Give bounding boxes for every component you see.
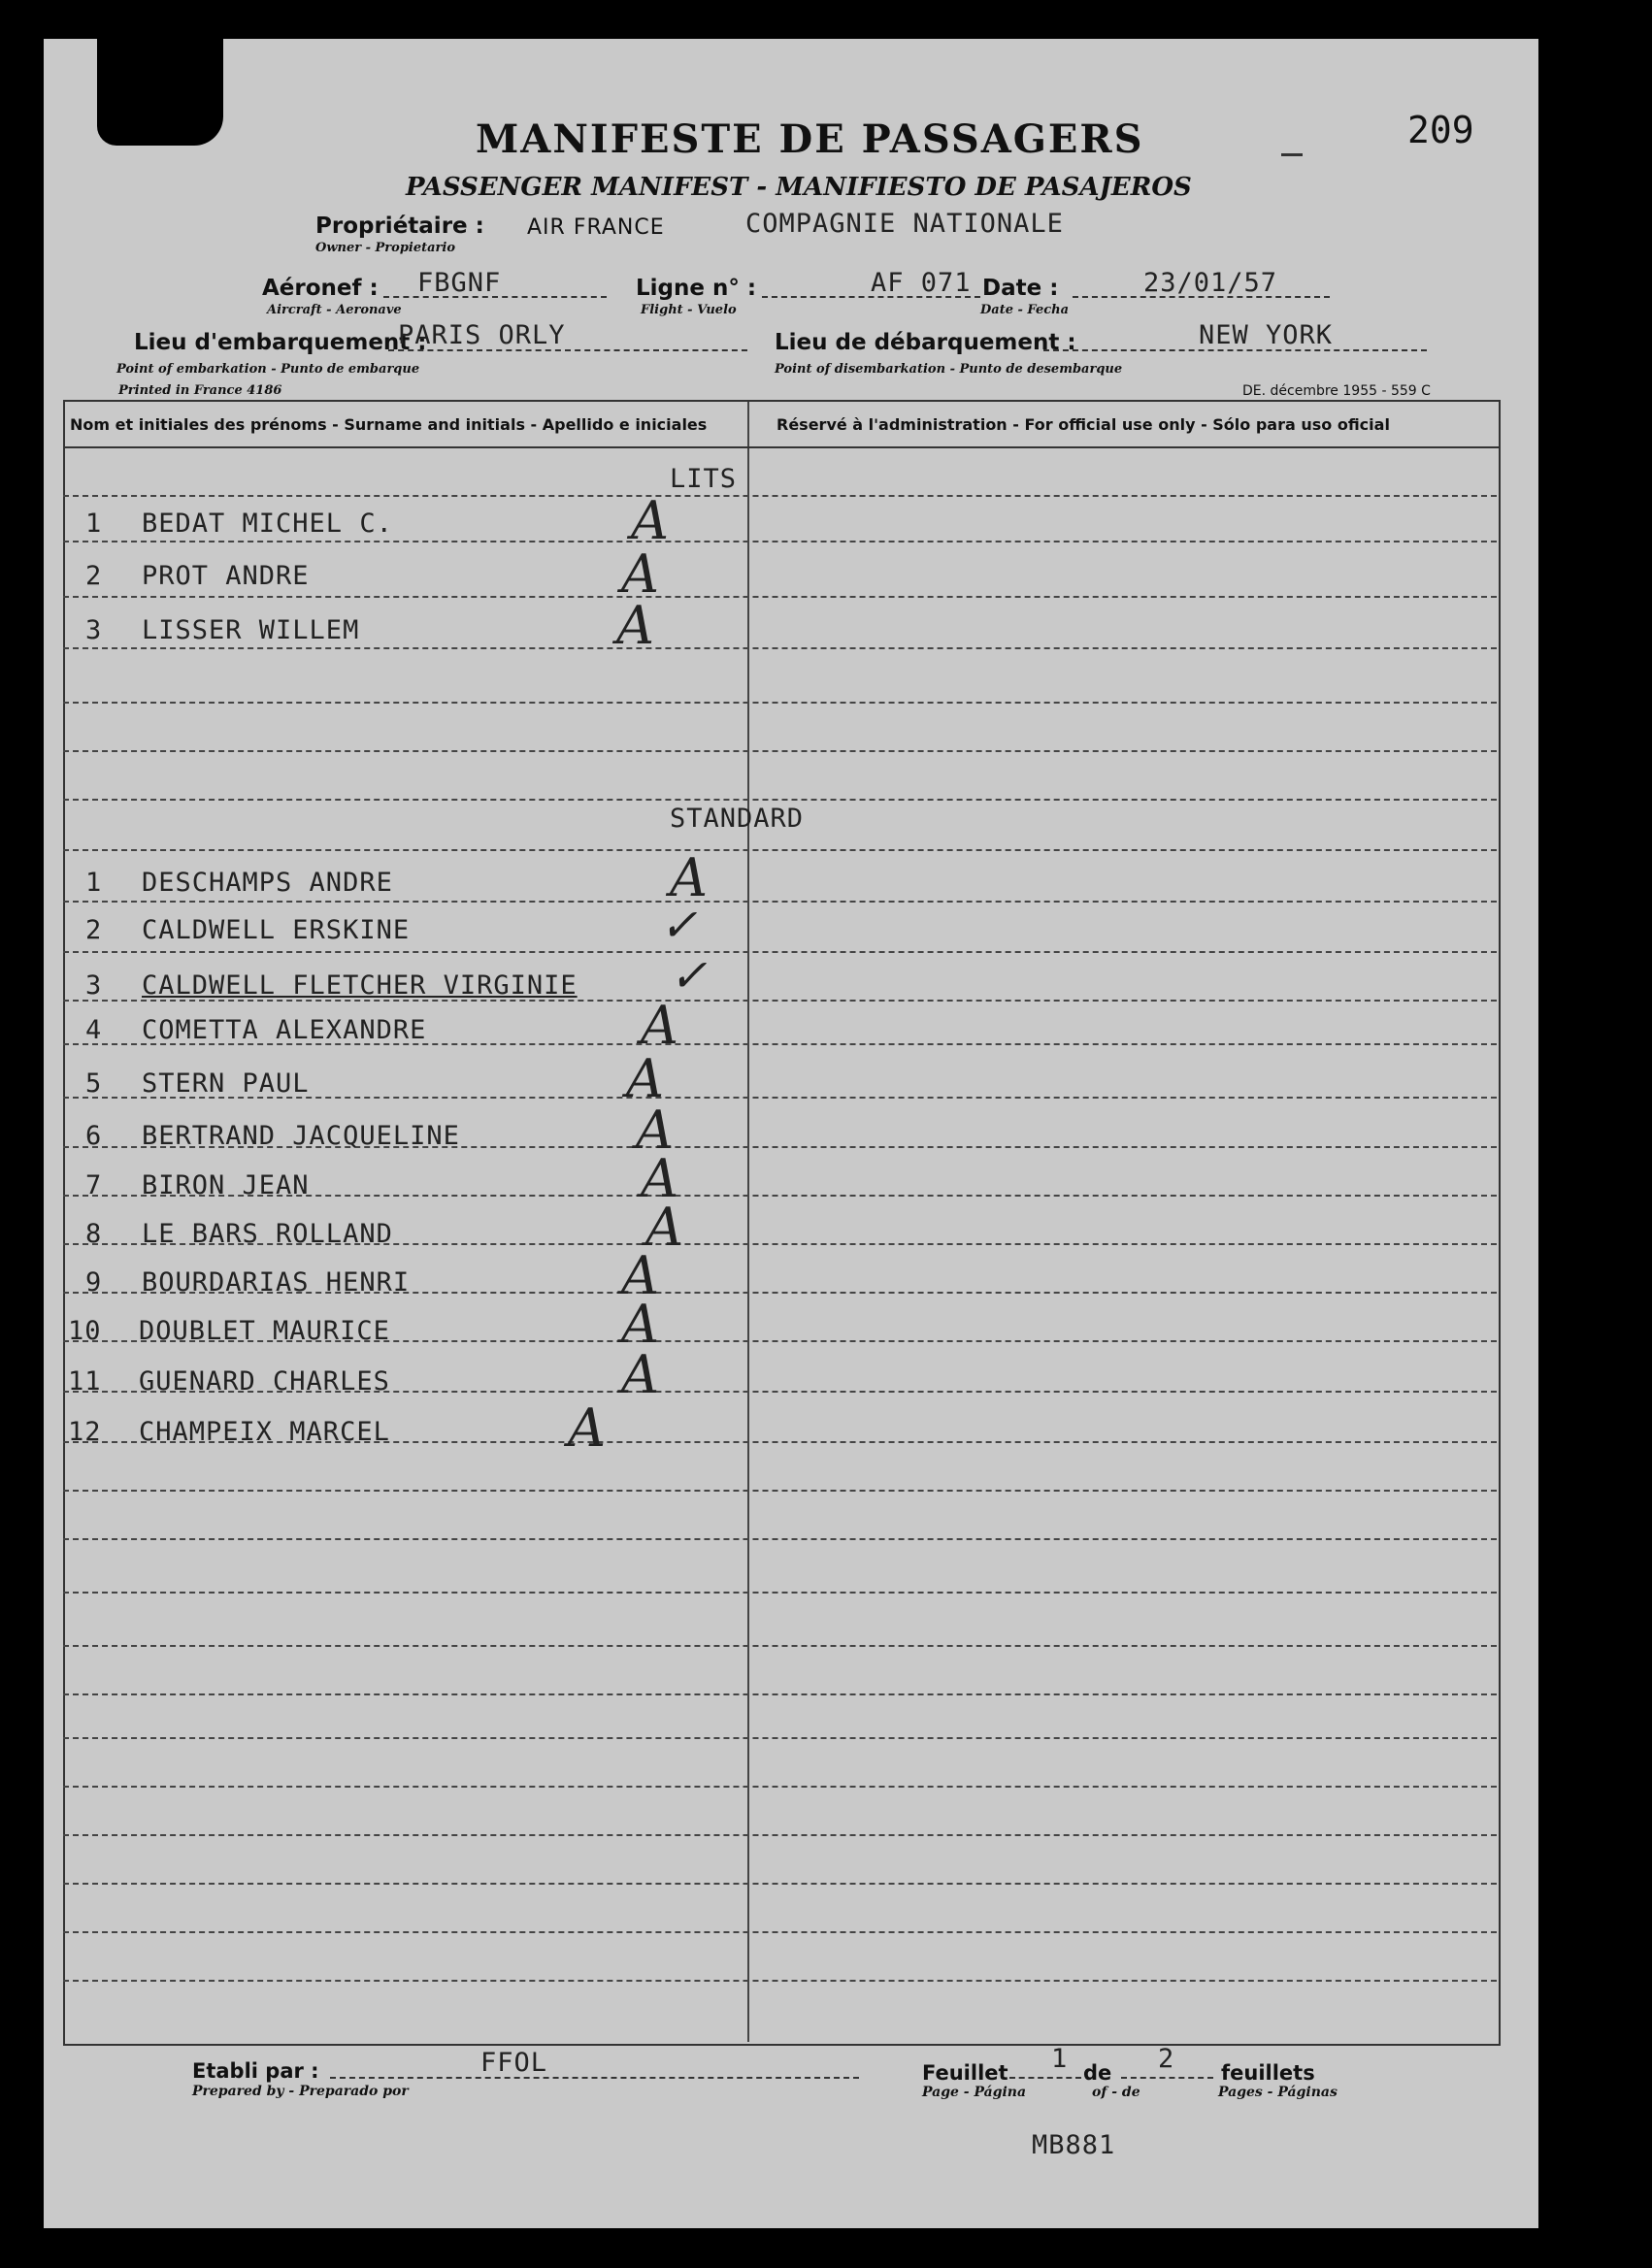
- page-title: MANIFESTE DE PASSAGERS: [476, 116, 1144, 162]
- passenger-name: GUENARD CHARLES: [139, 1366, 390, 1397]
- row-number: 10: [68, 1316, 102, 1346]
- passenger-name: CHAMPEIX MARCEL: [139, 1417, 390, 1447]
- passenger-name: BOURDARIAS HENRI: [142, 1267, 411, 1298]
- owner-printed: AIR FRANCE: [527, 215, 665, 240]
- handwritten-a-mark: A: [568, 1397, 606, 1459]
- owner-label: Propriétaire :: [315, 214, 484, 239]
- passenger-name: PROT ANDRE: [142, 561, 310, 591]
- owner-sublabel: Owner - Propietario: [315, 241, 456, 255]
- handwritten-a-mark: A: [641, 1148, 678, 1209]
- passenger-name: BEDAT MICHEL C.: [142, 509, 393, 539]
- handwritten-a-mark: A: [626, 1048, 664, 1109]
- passenger-name: CALDWELL FLETCHER VIRGINIE: [142, 970, 578, 1001]
- ruled-line: [63, 1834, 1497, 1836]
- passenger-name: COMETTA ALEXANDRE: [142, 1015, 427, 1045]
- prepared-label: Etabli par :: [192, 2059, 319, 2083]
- row-number: 4: [85, 1015, 103, 1045]
- flight-sublabel: Flight - Vuelo: [641, 303, 737, 317]
- handwritten-a-mark: A: [621, 1245, 659, 1306]
- disembark-sublabel: Point of disembarkation - Punto de desembarque: [775, 362, 1123, 377]
- total-sheets-value: 2: [1158, 2044, 1175, 2074]
- ruled-line: [63, 541, 1497, 542]
- date-sublabel: Date - Fecha: [980, 303, 1069, 317]
- section-standard: STANDARD: [670, 804, 805, 834]
- ruled-line: [63, 1490, 1497, 1492]
- sheet-label: Feuillet: [922, 2061, 1008, 2085]
- column-header-admin: Réservé à l'administration - For official use only - Sólo para uso oficial: [776, 415, 1390, 434]
- column-header-names: Nom et initiales des prénoms - Surname and initials - Apellido e iniciales: [70, 415, 708, 434]
- handwritten-a-mark: A: [621, 1294, 659, 1355]
- ruled-line: [63, 799, 1497, 801]
- aircraft-label: Aéronef :: [262, 276, 379, 301]
- ruled-line: [63, 951, 1497, 953]
- ruled-line: [63, 1980, 1497, 1982]
- embark-value: PARIS ORLY: [398, 320, 566, 350]
- handwritten-a-mark: A: [636, 1100, 674, 1161]
- footer-code: MB881: [1032, 2130, 1116, 2160]
- row-number: 6: [85, 1121, 103, 1151]
- row-number: 9: [85, 1267, 103, 1298]
- page-subtitle: PASSENGER MANIFEST - MANIFIESTO DE PASAJEROS: [406, 173, 1192, 202]
- ruled-line: [63, 901, 1497, 903]
- ruled-line: [63, 750, 1497, 752]
- handwritten-a-mark: A: [645, 1197, 683, 1258]
- ruled-line: [63, 596, 1497, 598]
- ruled-line: [63, 495, 1497, 497]
- of-sublabel: of - de: [1092, 2085, 1140, 2100]
- row-number: 2: [85, 915, 103, 945]
- disembark-label: Lieu de débarquement :: [775, 330, 1076, 355]
- page-number: 209: [1407, 109, 1474, 151]
- date-value: 23/01/57: [1143, 268, 1278, 298]
- sheet-value: 1: [1051, 2044, 1069, 2074]
- sheet-sublabel: Page - Página: [922, 2085, 1027, 2100]
- row-number: 7: [85, 1170, 103, 1200]
- ruled-line: [63, 1645, 1497, 1647]
- flight-value: AF 071: [871, 268, 972, 298]
- date-label: Date :: [982, 276, 1059, 301]
- row-number: 3: [85, 615, 103, 645]
- handwritten-a-mark: A: [621, 543, 659, 605]
- sheets-label: feuillets: [1221, 2061, 1315, 2085]
- row-number: 11: [68, 1366, 102, 1397]
- form-code: DE. décembre 1955 - 559 C: [1242, 383, 1431, 399]
- embark-sublabel: Point of embarkation - Punto de embarque: [116, 362, 420, 377]
- handwritten-a-mark: A: [616, 595, 654, 656]
- aircraft-sublabel: Aircraft - Aeronave: [267, 303, 402, 317]
- passenger-name: CALDWELL ERSKINE: [142, 915, 411, 945]
- passenger-name: STERN PAUL: [142, 1068, 310, 1099]
- handwritten-a-mark: A: [670, 847, 708, 908]
- ruled-line: [63, 1592, 1497, 1594]
- check-mark: ✓: [660, 899, 698, 951]
- passenger-name: BIRON JEAN: [142, 1170, 310, 1200]
- row-number: 5: [85, 1068, 103, 1099]
- handwritten-a-mark: A: [621, 1344, 659, 1405]
- printed-note: Printed in France 4186: [118, 383, 282, 398]
- prepared-sublabel: Prepared by - Preparado por: [192, 2084, 409, 2099]
- of-label: de: [1083, 2061, 1112, 2085]
- ruled-line: [63, 1737, 1497, 1739]
- section-lits: LITS: [670, 464, 738, 494]
- ruled-line: [63, 1786, 1497, 1788]
- dash-mark: [1281, 153, 1303, 156]
- row-number: 1: [85, 868, 103, 898]
- row-number: 8: [85, 1219, 103, 1249]
- ruled-line: [63, 1931, 1497, 1933]
- row-number: 1: [85, 509, 103, 539]
- passenger-name: LISSER WILLEM: [142, 615, 360, 645]
- passenger-name: DOUBLET MAURICE: [139, 1316, 390, 1346]
- disembark-value: NEW YORK: [1199, 320, 1334, 350]
- embark-label: Lieu d'embarquement :: [134, 330, 427, 355]
- handwritten-a-mark: A: [631, 490, 669, 551]
- sheets-sublabel: Pages - Páginas: [1218, 2085, 1338, 2100]
- owner-typed: COMPAGNIE NATIONALE: [745, 209, 1064, 239]
- passenger-name: LE BARS ROLLAND: [142, 1219, 393, 1249]
- ruled-line: [63, 849, 1497, 851]
- row-number: 12: [68, 1417, 102, 1447]
- paper-tab: [97, 39, 223, 146]
- prepared-value: FFOL: [480, 2048, 548, 2078]
- aircraft-value: FBGNF: [417, 268, 502, 298]
- row-number: 3: [85, 970, 103, 1001]
- ruled-line: [63, 1883, 1497, 1885]
- ruled-line: [63, 647, 1497, 649]
- handwritten-a-mark: A: [641, 995, 678, 1056]
- ruled-line: [63, 1538, 1497, 1540]
- row-number: 2: [85, 561, 103, 591]
- ruled-line: [63, 702, 1497, 704]
- check-mark: ✓: [670, 949, 708, 1002]
- flight-label: Ligne n° :: [636, 276, 757, 301]
- passenger-name: BERTRAND JACQUELINE: [142, 1121, 460, 1151]
- ruled-line: [63, 1693, 1497, 1695]
- passenger-name: DESCHAMPS ANDRE: [142, 868, 393, 898]
